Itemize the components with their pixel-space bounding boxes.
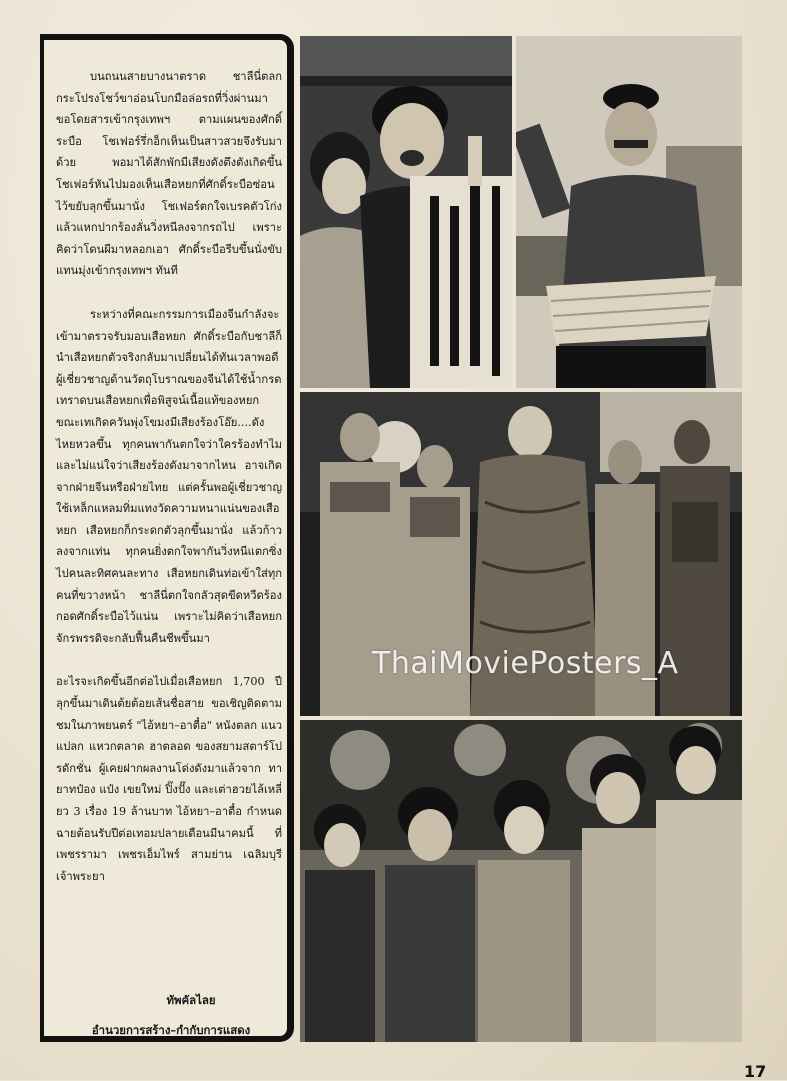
article-body xyxy=(56,66,282,887)
page-number: 17 xyxy=(744,1062,767,1081)
article-paragraph-1: บนถนนสายบางนาตราด ชาลีนี่ตลก กระโปรงโชว์ขาอ่อนโบกมือล่อรถที่วิ่งผ่านมา ขอโดยสารเข้ากรุงเทพฯ ตามแผนของศักดิ์ระบือ โชเฟอร์รึ่กอ็กเห็นเป็นสาวสวยจึงรับมาด้วย พอมาได้สักพักมีเสียงดังตึงตังเกิดขึ้น โชเฟอร์หันไปมองเห็นเสือหยกที่ศักดิ์ระบือซ่อนไว้ขยับลุกขึ้นมานั่ง โชเฟอร์ตกใจเบรคตัวโก่งแล้วแหกปากร้องลั่นวิ่งหนีลงจากรถไป เพราะคิดว่าโดนผีมาหลอกเอา ศักดิ์ระบือรีบขึ้นนั่งขับแทนมุ่งเข้ากรุงเทพฯ ทันที xyxy=(56,70,282,278)
article-paragraph-3: อะไรจะเกิดขึ้นอีกต่อไปเมื่อเสือหยก 1,700 ปีลุกขึ้นมาเดินต้ยต้อยเส้นชื่อสาย ขอเชิญติดตามชมในภาพยนตร์ "ไอ้หยา–อาตื๋อ" หนังตลก แนวแปลก แหวกตลาด ฮาตลอด ของสยามสตาร์โปรดักชั่น ผู้เคยฝากผลงานโด่งดังมาแล้วจาก ทายาทป๋อง แป๋ง เขยใหม่ ปิ๊งปั๊ง และเต่าฮวยไล้เหลี่ยว 3 เรื่อง 19 ล้านบาท ไอ้หยา–อาตื๋อ กำหนดฉายต้อนรับปีต่อเทอมปลายเดือนมีนาคมนี้ ที่เพชรรามา เพชรเอ็มไพร์ สามย่าน เฉลิมบุรี เจ้าพระยา xyxy=(56,675,282,883)
photo-man-with-basket xyxy=(516,36,742,388)
watermark-text: ThaiMoviePosters_A xyxy=(372,646,679,681)
article-paragraph-2: ระหว่างที่คณะกรรมการเมืองจีนกำลังจะเข้ามาตรวจรับมอบเสือหยก ศักดิ์ระบือกับชาลีก็นำเสือหยกตัวจริงกลับมาเปลี่ยนได้ทันเวลาพอดี ผู้เชี่ยวชาญด้านวัตถุโบราณของจีนได้ใช้น้ำกรดเทราดบนเสือหยกเพื่อพิสูจน์เนื้อแท้ของหยก ขณะเทเกิดควันพุ่งโขมงมีเสียงร้องโอ๊ย....ดังไหยหวลขึ้น ทุกคนพากันตกใจว่าใครร้องทำไม และไม่แน่ใจว่าเสียงร้องดังมาจากไหน อาจเกิดจากฝ่ายจีนหรือฝ่ายไทย แต่ครั้นพอผู้เชี่ยวชาญใช้เหล็กแหลมทิ่มแทงวัดความหนาแน่นของเสือหยก เสือหยกก็กระดกตัวลุกขึ้นมานั่ง แล้วก้าวลงจากแท่น ทุกคนยิ่งตกใจพากันวิ่งหนีแตกซิ่งไปคนละทิศคนละทาง เสือหยกเดินท่อเข้าใส่ทุกคนที่ขวางหน้า ชาลีนี่ตกใจกลัวสุดขีดหวีดร้องกอดศักดิ์ระบือไว้แน่น เพราะไม่คิดว่าเสือหยกจักรพรรดิจะกลับฟื้นคืนชีพขึ้นมา xyxy=(56,307,282,645)
byline-role: อำนวยการสร้าง–กำกับการแสดง xyxy=(91,1023,251,1037)
article-text-frame xyxy=(40,34,294,1042)
photo-group-of-women xyxy=(300,720,742,1042)
photo-actors-with-scroll xyxy=(300,36,512,388)
byline-name: ทัพคัลไลย xyxy=(166,993,216,1007)
